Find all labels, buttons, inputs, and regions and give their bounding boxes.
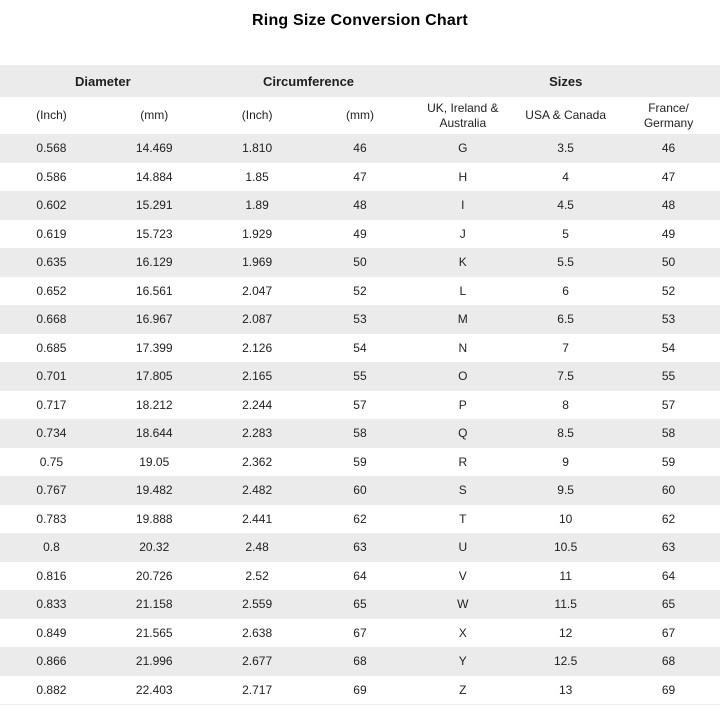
cell: T [411,505,514,534]
cell: 0.701 [0,362,103,391]
cell: 11 [514,562,617,591]
cell: 49 [309,220,412,249]
table-row [0,277,720,306]
cell: 19.888 [103,505,206,534]
table-body [0,134,720,704]
cell: K [411,248,514,277]
column-header-circumference-mm: (mm) [309,97,412,134]
cell: 46 [309,134,412,163]
cell: 10 [514,505,617,534]
cell: 20.32 [103,533,206,562]
cell: 0.635 [0,248,103,277]
table-row [0,191,720,220]
cell: 2.48 [206,533,309,562]
cell: 19.482 [103,476,206,505]
cell: 0.717 [0,391,103,420]
table-row [0,619,720,648]
cell: 52 [617,277,720,306]
cell: 0.652 [0,277,103,306]
cell: 2.165 [206,362,309,391]
cell: 8.5 [514,419,617,448]
cell: 0.568 [0,134,103,163]
cell: 9.5 [514,476,617,505]
table-row [0,476,720,505]
cell: 58 [617,419,720,448]
page-title: Ring Size Conversion Chart [252,12,468,29]
table-row [0,505,720,534]
table-row [0,676,720,705]
group-header-sizes: Sizes [411,65,720,97]
cell: 2.441 [206,505,309,534]
cell: 54 [617,334,720,363]
cell: 4.5 [514,191,617,220]
cell: 6 [514,277,617,306]
cell: 7 [514,334,617,363]
cell: M [411,305,514,334]
cell: 0.8 [0,533,103,562]
cell: 0.833 [0,590,103,619]
cell: 57 [617,391,720,420]
cell: 3.5 [514,134,617,163]
group-header-diameter: Diameter [0,65,206,97]
cell: 53 [617,305,720,334]
cell: 63 [309,533,412,562]
cell: 14.884 [103,163,206,192]
cell: 0.849 [0,619,103,648]
group-header-row [0,65,720,97]
cell: 17.399 [103,334,206,363]
cell: 54 [309,334,412,363]
cell: 2.244 [206,391,309,420]
cell: 2.677 [206,647,309,676]
cell: 21.158 [103,590,206,619]
cell: 7.5 [514,362,617,391]
cell: 55 [617,362,720,391]
cell: 49 [617,220,720,249]
cell: 60 [617,476,720,505]
cell: 22.403 [103,676,206,705]
cell: J [411,220,514,249]
cell: 57 [309,391,412,420]
conversion-table [0,65,720,705]
cell: 21.565 [103,619,206,648]
cell: W [411,590,514,619]
cell: 2.52 [206,562,309,591]
column-header-france-germany: France/ Germany [617,97,720,134]
cell: 0.668 [0,305,103,334]
cell: Z [411,676,514,705]
cell: 2.047 [206,277,309,306]
table-header [0,65,720,134]
cell: 0.767 [0,476,103,505]
cell: S [411,476,514,505]
cell: 63 [617,533,720,562]
table-row [0,647,720,676]
cell: 15.291 [103,191,206,220]
cell: P [411,391,514,420]
cell: 48 [617,191,720,220]
cell: 16.561 [103,277,206,306]
table-row [0,362,720,391]
table-row [0,419,720,448]
cell: 52 [309,277,412,306]
cell: 12 [514,619,617,648]
cell: 16.967 [103,305,206,334]
cell: 1.810 [206,134,309,163]
table-row [0,391,720,420]
column-header-diameter-inch: (Inch) [0,97,103,134]
cell: 5.5 [514,248,617,277]
cell: 8 [514,391,617,420]
column-header-uk-ireland-australia: UK, Ireland & Australia [411,97,514,134]
group-header-circumference: Circumference [206,65,412,97]
cell: 10.5 [514,533,617,562]
cell: 16.129 [103,248,206,277]
cell: 46 [617,134,720,163]
cell: 48 [309,191,412,220]
cell: 1.929 [206,220,309,249]
cell: 2.283 [206,419,309,448]
cell: 2.482 [206,476,309,505]
cell: 12.5 [514,647,617,676]
cell: 13 [514,676,617,705]
cell: 9 [514,448,617,477]
cell: N [411,334,514,363]
cell: 2.559 [206,590,309,619]
cell: O [411,362,514,391]
cell: 67 [309,619,412,648]
column-header-usa-canada: USA & Canada [514,97,617,134]
cell: 0.602 [0,191,103,220]
table-row [0,590,720,619]
cell: X [411,619,514,648]
cell: 50 [309,248,412,277]
cell: 5 [514,220,617,249]
cell: 19.05 [103,448,206,477]
cell: 58 [309,419,412,448]
cell: 17.805 [103,362,206,391]
cell: 59 [309,448,412,477]
column-header-circumference-inch: (Inch) [206,97,309,134]
cell: I [411,191,514,220]
cell: 2.126 [206,334,309,363]
cell: 50 [617,248,720,277]
cell: 2.362 [206,448,309,477]
cell: 6.5 [514,305,617,334]
cell: 60 [309,476,412,505]
cell: 0.734 [0,419,103,448]
table-row [0,448,720,477]
cell: 1.85 [206,163,309,192]
cell: 1.89 [206,191,309,220]
table-row [0,163,720,192]
cell: 67 [617,619,720,648]
cell: 0.783 [0,505,103,534]
cell: 62 [309,505,412,534]
cell: 2.638 [206,619,309,648]
cell: V [411,562,514,591]
cell: 0.75 [0,448,103,477]
cell: 18.644 [103,419,206,448]
cell: 65 [617,590,720,619]
cell: 11.5 [514,590,617,619]
cell: 14.469 [103,134,206,163]
cell: 0.816 [0,562,103,591]
cell: 68 [617,647,720,676]
cell: H [411,163,514,192]
cell: 4 [514,163,617,192]
table-row [0,533,720,562]
table-row [0,220,720,249]
cell: 47 [617,163,720,192]
column-header-diameter-mm: (mm) [103,97,206,134]
cell: 20.726 [103,562,206,591]
cell: L [411,277,514,306]
cell: 21.996 [103,647,206,676]
cell: G [411,134,514,163]
cell: 47 [309,163,412,192]
table-row [0,305,720,334]
cell: 62 [617,505,720,534]
cell: 68 [309,647,412,676]
table-row [0,562,720,591]
cell: 55 [309,362,412,391]
cell: 0.882 [0,676,103,705]
cell: 69 [617,676,720,705]
cell: 65 [309,590,412,619]
cell: 0.685 [0,334,103,363]
cell: 53 [309,305,412,334]
cell: 0.619 [0,220,103,249]
table-row [0,248,720,277]
cell: U [411,533,514,562]
cell: 1.969 [206,248,309,277]
cell: 69 [309,676,412,705]
cell: R [411,448,514,477]
table-row [0,134,720,163]
cell: 2.087 [206,305,309,334]
cell: 0.866 [0,647,103,676]
cell: Y [411,647,514,676]
cell: 2.717 [206,676,309,705]
cell: 64 [617,562,720,591]
table-row [0,334,720,363]
cell: 18.212 [103,391,206,420]
cell: Q [411,419,514,448]
column-header-row [0,97,720,134]
cell: 0.586 [0,163,103,192]
cell: 64 [309,562,412,591]
cell: 59 [617,448,720,477]
cell: 15.723 [103,220,206,249]
